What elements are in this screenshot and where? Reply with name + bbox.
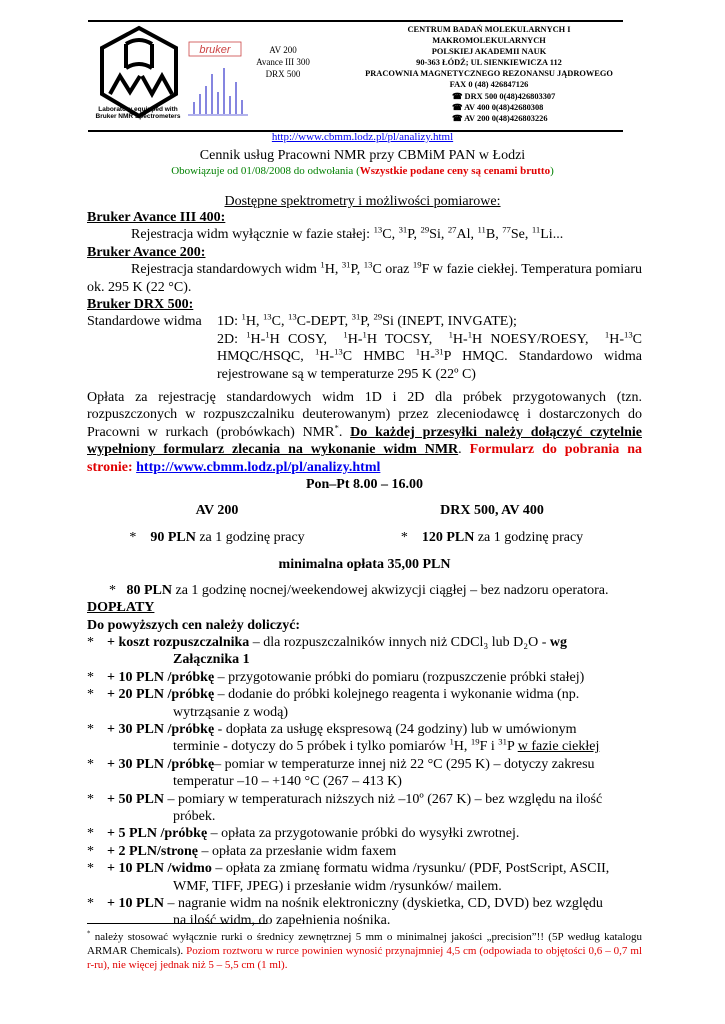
surcharge-list bbox=[87, 634, 642, 930]
av200-price: * 90 PLN za 1 godzinę pracy bbox=[129, 529, 305, 545]
drx-1d-row: Standardowe widma 1D: $^1$H, $^{13}$C, $^{13}$C-DEPT, $^{31}$P, $^{29}$Si (INEPT, INVGATE); bbox=[87, 311, 517, 330]
model-3: DRX 500 bbox=[265, 69, 301, 79]
phone-row: ☎ AV 200 0(48)426803226 bbox=[452, 114, 548, 123]
price-columns-values bbox=[87, 529, 642, 546]
spectrometer-desc: Rejestracja standardowych widm $^1$H, $^{31}$P, $^{13}$C oraz $^{19}$F w fazie ciekłej. Temperatura pomiaru ok. 295 K (22 °C). bbox=[87, 259, 642, 295]
surcharge-item: * + 50 PLN – pomiary w temperaturach niższych niż –10º (267 K) – bez względu na ilość próbek. bbox=[87, 791, 603, 824]
phone-icon: ☎ bbox=[452, 92, 463, 101]
model-2: Avance III 300 bbox=[256, 57, 310, 67]
model-1: AV 200 bbox=[269, 45, 297, 55]
inst-line: POLSKIEJ AKADEMII NAUK bbox=[431, 47, 547, 56]
surcharges-heading: DOPŁATY bbox=[87, 600, 155, 616]
prices-gross-note: Wszystkie podane ceny są cenami brutto bbox=[359, 165, 551, 177]
header-url-link[interactable]: http://www.cbmm.lodz.pl/pl/analizy.html bbox=[271, 131, 454, 143]
surcharges-subheading: Do powyższych cen należy doliczyć: bbox=[87, 617, 301, 633]
bruker-label: bruker bbox=[199, 44, 231, 56]
logo-caption: Laboratory equipped with Bruker NMR Spectrometers bbox=[95, 106, 181, 120]
main-body bbox=[87, 209, 642, 930]
institution-address bbox=[355, 24, 623, 90]
spectrometer-desc: Rejestracja widm wyłącznie w fazie stałej: $^{13}$C, $^{31}$P, $^{29}$Si, $^{27}$Al, $^{11}$B, $^{77}$Se, $^{11}$Li... bbox=[131, 224, 564, 243]
footnote: * należy stosować wyłącznie rurki o średnicy zewnętrznej 5 mm o minimalnej jakości „precision”!! (5P według katalogu ARMAR Chemicals). Poziom roztworu w rurce powinien wynosić przynajmniej 4,5 cm (odpowiada to objętości 0,6 – 0,7 ml r-ru), nie więcej jednak niż 5 – 5,5 cm (1 ml). bbox=[87, 930, 643, 971]
surcharge-item: * + 10 PLN /próbkę – przygotowanie próbki do pomiaru (rozpuszczenie próbki stałej) bbox=[87, 669, 585, 685]
surcharge-item: * + 10 PLN /widmo – opłata za zmianę formatu widma /rysunku/ (PDF, PostScript, ASCII, WMF, TIFF, JPEG) i przesłanie widm /rysunków/ mailem. bbox=[87, 861, 610, 894]
spectrometer-name: Bruker DRX 500: bbox=[87, 297, 194, 313]
form-requirement: Do każdej przesyłki należy dołączyć czytelnie wypełniony formularz zlecania na wykonanie widm NMR bbox=[87, 424, 642, 458]
minimum-fee: minimalna opłata 35,00 PLN bbox=[278, 557, 451, 573]
office-hours: Pon–Pt 8.00 – 16.00 bbox=[305, 477, 424, 493]
drx-price: * 120 PLN za 1 godzinę pracy bbox=[400, 529, 584, 545]
surcharge-item: * + 5 PLN /próbkę – opłata za przygotowanie próbki do wysyłki zwrotnej. bbox=[87, 826, 520, 842]
phone-row: ☎ DRX 500 0(48)426803307 bbox=[452, 92, 556, 101]
phone-icon: ☎ bbox=[452, 114, 463, 123]
night-fee: * 80 PLN za 1 godzinę nocnej/weekendowej akwizycji ciągłej – bez nadzoru operatora. bbox=[109, 582, 609, 598]
drx-2d-row: 2D: $^1$H-$^1$H COSY, $^1$H-$^1$H TOCSY, $^1$H-$^1$H NOESY/ROESY, $^1$H-$^{13}$C HMQC/HSQC, $^1$H-$^{13}$C HMBC $^1$H-$^{31}$P HMQC. Standardowo widma rejestrowane są w temperaturze 295 K (22º C) bbox=[217, 329, 642, 382]
footnote-red: Poziom roztworu w rurce powinien wynosić przynajmniej 4,5 cm (odpowiada to objętości 0,6 – 0,7 ml r-ru), nie więcej jednak niż 5 – 5,5 cm (1 ml). bbox=[87, 945, 642, 971]
surcharge-item: * + 10 PLN – nagranie widm na nośnik elektroniczny (dyskietka, CD, DVD) bez względu na ilość widm, do zapełnienia nośnika. bbox=[87, 896, 603, 929]
page-title: Cennik usług Pracowni NMR przy CBMiM PAN w Łodzi bbox=[199, 148, 526, 163]
section-heading-available: Dostępne spektrometry i możliwości pomiarowe: bbox=[224, 194, 501, 209]
drx-heading: DRX 500, AV 400 bbox=[440, 502, 544, 518]
phone-list bbox=[452, 91, 555, 124]
inst-line: MAKROMOLEKULARNYCH bbox=[432, 36, 546, 45]
surcharge-item: * + koszt rozpuszczalnika – dla rozpuszczalników innych niż CDCl₃ lub D₂O - wg Załącznika 1 bbox=[87, 634, 567, 668]
av200-heading: AV 200 bbox=[195, 502, 239, 518]
footnote-divider bbox=[87, 923, 267, 924]
surcharge-item: * + 2 PLN/stronę – opłata za przesłanie widm faxem bbox=[87, 843, 397, 859]
surcharge-item: * + 30 PLN /próbkę– pomiar w temperaturze innej niż 22 °C (295 K) – dotyczy zakresu temperatur –10 – +140 °C (267 – 413 K) bbox=[87, 756, 595, 790]
spectrometer-models bbox=[244, 44, 322, 80]
inst-line: PRACOWNIA MAGNETYCZNEGO REZONANSU JĄDROWEGO bbox=[365, 69, 613, 78]
phone-icon: ☎ bbox=[452, 103, 463, 112]
fax-line: FAX 0 (48) 426847126 bbox=[449, 80, 529, 89]
validity-note: Obowiązuje od 01/08/2008 do odwołania (Wszystkie podane ceny są cenami brutto) bbox=[171, 165, 554, 177]
payment-paragraph: Opłata za rejestrację standardowych widm 1D i 2D dla próbek przygotowanych (tzn. rozpuszczonych w rozpuszczalniku deuterowanym) przez zleceniodawcę i dostarczonych do Pracowni w rurkach (probówkach) NMR*. Do każdej przesyłki należy dołączyć czytelnie wypełniony formularz zlecania na wykonanie widm NMR. Formularz do pobrania na stronie: http://www.cbmm.lodz.pl/pl/analizy.html bbox=[87, 390, 642, 475]
inst-line: 90-363 ŁÓDŹ; UL SIENKIEWICZA 112 bbox=[416, 58, 562, 67]
spectrometer-name: Bruker Avance 200: bbox=[87, 244, 206, 260]
phone-row: ☎ AV 400 0(48)42680308 bbox=[452, 103, 544, 112]
price-columns-head bbox=[87, 502, 642, 519]
surcharge-item: * + 30 PLN /próbkę - dopłata za usługę ekspresową (24 godziny) lub w umówionym terminie - dotyczy do 5 próbek i tylko pomiarów $^1$H, $^{19}$F i $^{31}$P w fazie ciekłej bbox=[87, 721, 600, 755]
form-download-link[interactable]: http://www.cbmm.lodz.pl/pl/analizy.html bbox=[136, 459, 381, 475]
inst-line: CENTRUM BADAŃ MOLEKULARNYCH I bbox=[407, 25, 571, 34]
spectrometer-name: Bruker Avance III 400: bbox=[87, 210, 226, 225]
surcharge-item: * + 20 PLN /próbkę – dodanie do próbki kolejnego reagenta i wykonanie widma (np. wytrząsanie z wodą) bbox=[87, 687, 580, 720]
